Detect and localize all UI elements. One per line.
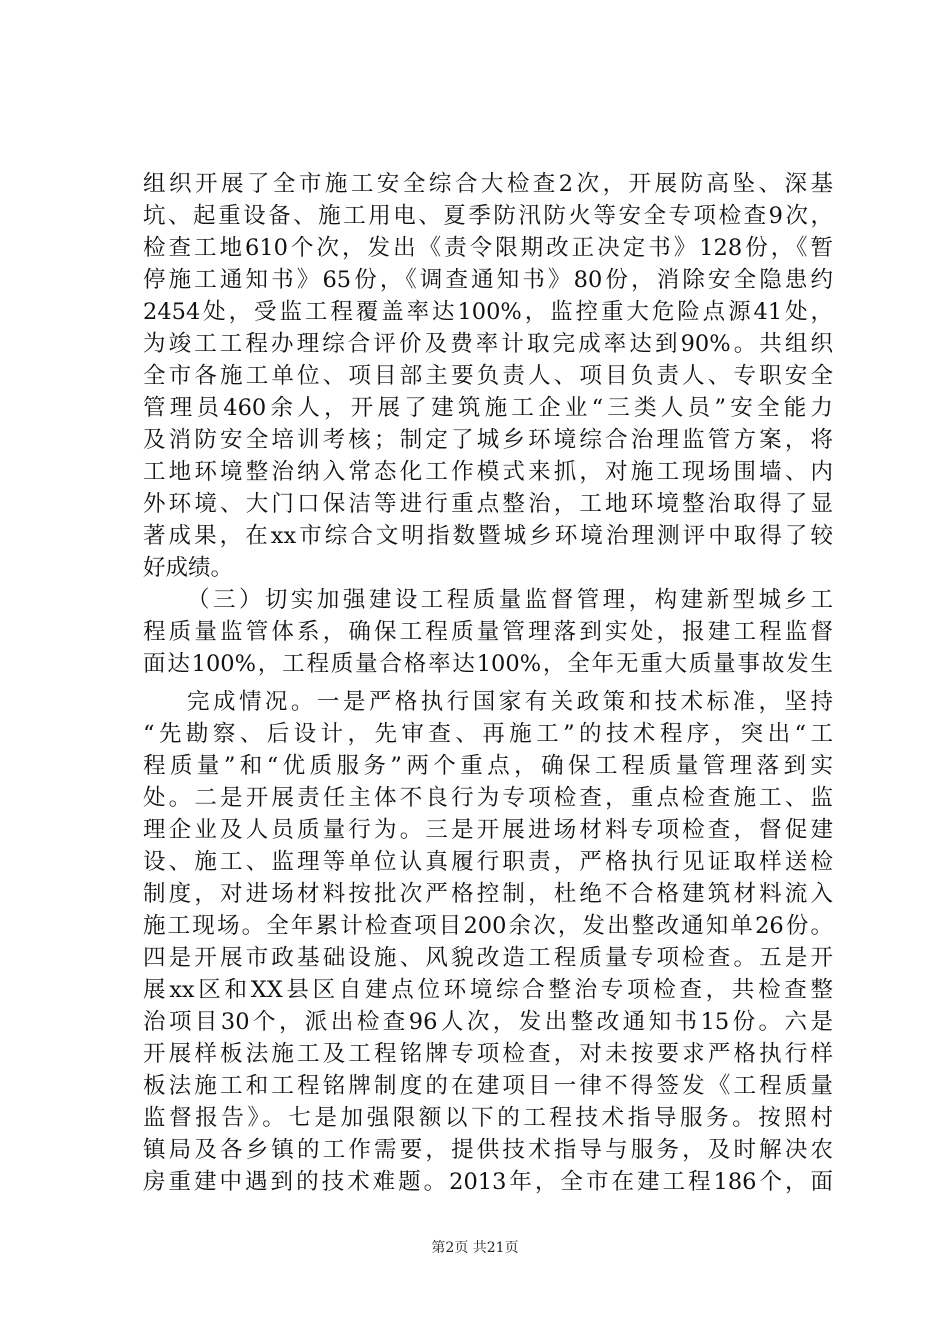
text-line: 制度，对进场材料按批次严格控制，杜绝不合格建筑材料流入 [143,881,833,907]
text-line: 面达100%，工程质量合格率达100%，全年无重大质量事故发生 [143,651,833,677]
text-line: 外环境、大门口保洁等进行重点整治，工地环境整治取得了显 [143,491,833,517]
text-line: 检查工地610个次，发出《责令限期改正决定书》128份，《暂 [143,235,833,261]
page-number-footer: 第2页 共21页 [431,1240,519,1256]
text-line: 停施工通知书》65份，《调查通知书》80份，消除安全隐患约 [143,267,833,293]
text-line: 治项目30个，派出检查96人次，发出整改通知书15份。六是 [143,1009,833,1035]
text-line: 全市各施工单位、项目部主要负责人、项目负责人、专职安全 [143,363,833,389]
text-line: 及消防安全培训考核；制定了城乡环境综合治理监管方案，将 [143,427,833,453]
text-line: 工地环境整治纳入常态化工作模式来抓，对施工现场围墙、内 [143,459,833,485]
text-line: 房重建中遇到的技术难题。2013年，全市在建工程186个，面 [143,1169,833,1195]
text-line: 监督报告》。七是加强限额以下的工程技术指导服务。按照村 [143,1105,833,1131]
text-line: 处。二是开展责任主体不良行为专项检查，重点检查施工、监 [143,785,833,811]
text-line: 开展样板法施工及工程铭牌专项检查，对未按要求严格执行样 [143,1041,833,1067]
text-line: 为竣工工程办理综合评价及费率计取完成率达到90%。共组织 [143,331,833,357]
text-line: 2454处，受监工程覆盖率达100%，监控重大危险点源41处， [143,299,833,325]
paragraph-safety-inspection [143,168,833,680]
text-line: 程质量”和“优质服务”两个重点，确保工程质量管理落到实 [143,753,833,779]
text-line: 施工现场。全年累计检查项目200余次，发出整改通知单26份。 [143,913,833,939]
text-line: 展xx区和XX县区自建点位环境综合整治专项检查，共检查整 [143,977,833,1003]
text-line: 设、施工、监理等单位认真履行职责，严格执行见证取样送检 [143,849,833,875]
text-line: 组织开展了全市施工安全综合大检查2次，开展防高坠、深基 [143,171,833,197]
section-heading-line: （三）切实加强建设工程质量监督管理，构建新型城乡工 [187,587,833,613]
text-line: 著成果，在xx市综合文明指数暨城乡环境治理测评中取得了较 [143,523,833,549]
text-line: 好成绩。 [143,555,234,581]
text-line: “先勘察、后设计，先审查、再施工”的技术程序，突出“工 [143,721,833,747]
text-line: 管理员460余人，开展了建筑施工企业“三类人员”安全能力 [143,395,833,421]
text-line: 理企业及人员质量行为。三是开展进场材料专项检查，督促建 [143,817,833,843]
text-line: 程质量监管体系，确保工程质量管理落到实处，报建工程监督 [143,619,833,645]
text-line: 镇局及各乡镇的工作需要，提供技术指导与服务，及时解决农 [143,1137,833,1163]
paragraph-quality-supervision [143,686,833,1198]
text-line: 完成情况。一是严格执行国家有关政策和技术标准，坚持 [187,689,833,715]
text-line: 坑、起重设备、施工用电、夏季防汛防火等安全专项检查9次， [143,203,833,229]
text-line: 四是开展市政基础设施、风貌改造工程质量专项检查。五是开 [143,945,833,971]
text-line: 板法施工和工程铭牌制度的在建项目一律不得签发《工程质量 [143,1073,833,1099]
